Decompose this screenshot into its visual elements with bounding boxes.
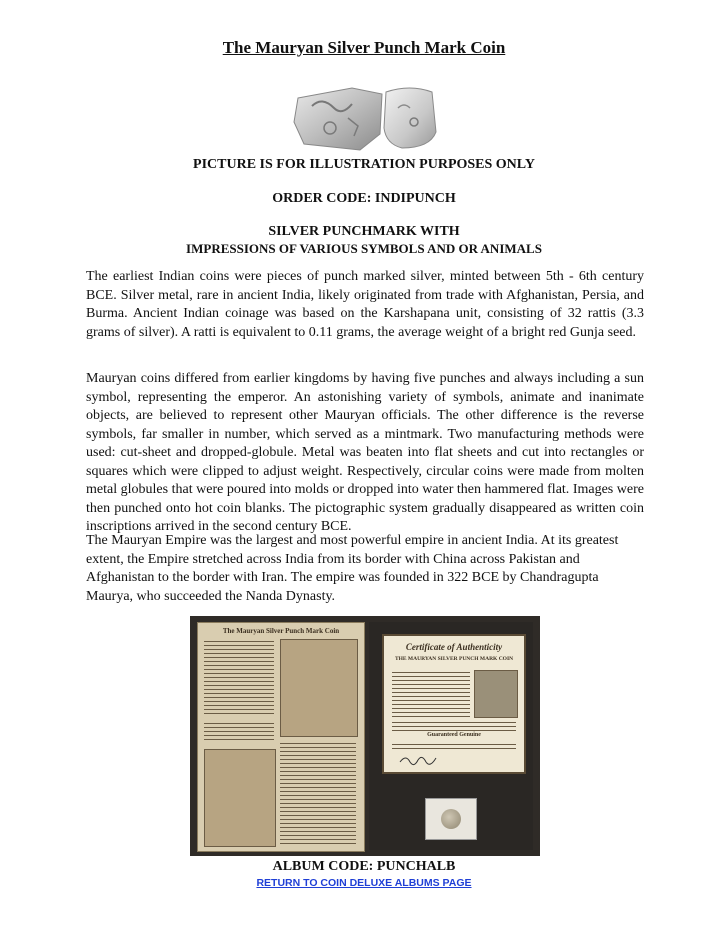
coin-collage-image: [474, 670, 518, 718]
document-title: The Mauryan Silver Punch Mark Coin: [222, 38, 506, 57]
album-panel-text-block: [280, 743, 356, 845]
subheading-line-1: SILVER PUNCHMARK WITH: [268, 224, 460, 239]
coin-in-holder: [441, 809, 461, 829]
album-panel-title: The Mauryan Silver Punch Mark Coin: [222, 627, 340, 635]
paragraph-mauryan-empire: The Mauryan Empire was the largest and most powerful empire in ancient India. At its greatest extent, the Empire stretched across India from its border with China across Pakistan and Afghanistan to the border with Iran. The empire was founded in 322 BCE by Chandragupta Maurya, who succeeded the Nanda Dynasty.: [86, 533, 619, 604]
illustration-note: PICTURE IS FOR ILLUSTRATION PURPOSES ONLY: [193, 157, 535, 172]
order-code: ORDER CODE: INDIPUNCH: [272, 191, 456, 206]
coin-reverse: [384, 88, 436, 148]
certificate-text-block: [392, 744, 516, 752]
signature-icon: [398, 754, 438, 766]
album-photo: [190, 616, 540, 856]
certificate-guarantee: Guaranteed Genuine: [427, 732, 481, 738]
album-certificate-panel: [369, 622, 533, 850]
emperor-portrait-image: [204, 749, 276, 847]
paragraph-origins: The earliest Indian coins were pieces of punch marked silver, minted between 5th - 6th century BCE. Silver metal, rare in ancient India, likely originated from trade with Afghanistan, Persia, and Burma. Ancient Indian coinage was based on the Karshapana unit, consisting of 32 rattis (3.3 grams of silver). A ratti is equivalent to 0.11 grams, the average weight of a bright red Gunja seed.: [86, 269, 644, 340]
certificate-of-authenticity: [382, 634, 526, 774]
emperor-statue-image: [280, 639, 358, 737]
album-panel-text-block: [204, 723, 274, 743]
coin-obverse: [294, 88, 382, 150]
certificate-text-block: [392, 722, 516, 732]
album-panel-text-block: [204, 641, 274, 717]
certificate-text-block: [392, 672, 470, 720]
coin-photo: [290, 84, 440, 152]
certificate-title: Certificate of Authenticity: [405, 642, 503, 652]
album-info-panel: [197, 622, 365, 852]
coin-holder: [425, 798, 477, 840]
paragraph-mauryan-coins: Mauryan coins differed from earlier kingdoms by having five punches and always including a sun symbol, representing the emperor. An astonishing variety of symbols, animate and inanimate objects, are believed to represent other Mauryan officials. The other difference is the reverse symbols, far smaller in number, which served as a mintmark. Two manufacturing methods were used: cut-sheet and dropped-globule. Metal was beaten into flat sheets and cut into rectangles or squares which were clipped to adjust weight. Respectively, circular coins were made from molten metal globules that were poured into molds or dropped into water then hammered flat. Images were then punched onto hot coin blanks. The pictographic system gradually disappeared as written coin inscriptions arrived in the second century BCE.: [86, 371, 644, 534]
album-code: ALBUM CODE: PUNCHALB: [272, 859, 456, 874]
subheading-line-2: IMPRESSIONS OF VARIOUS SYMBOLS AND OR ANIMALS: [186, 241, 542, 256]
return-to-albums-link[interactable]: RETURN TO COIN DELUXE ALBUMS PAGE: [256, 877, 472, 889]
certificate-subtitle: THE MAURYAN SILVER PUNCH MARK COIN: [394, 656, 514, 662]
